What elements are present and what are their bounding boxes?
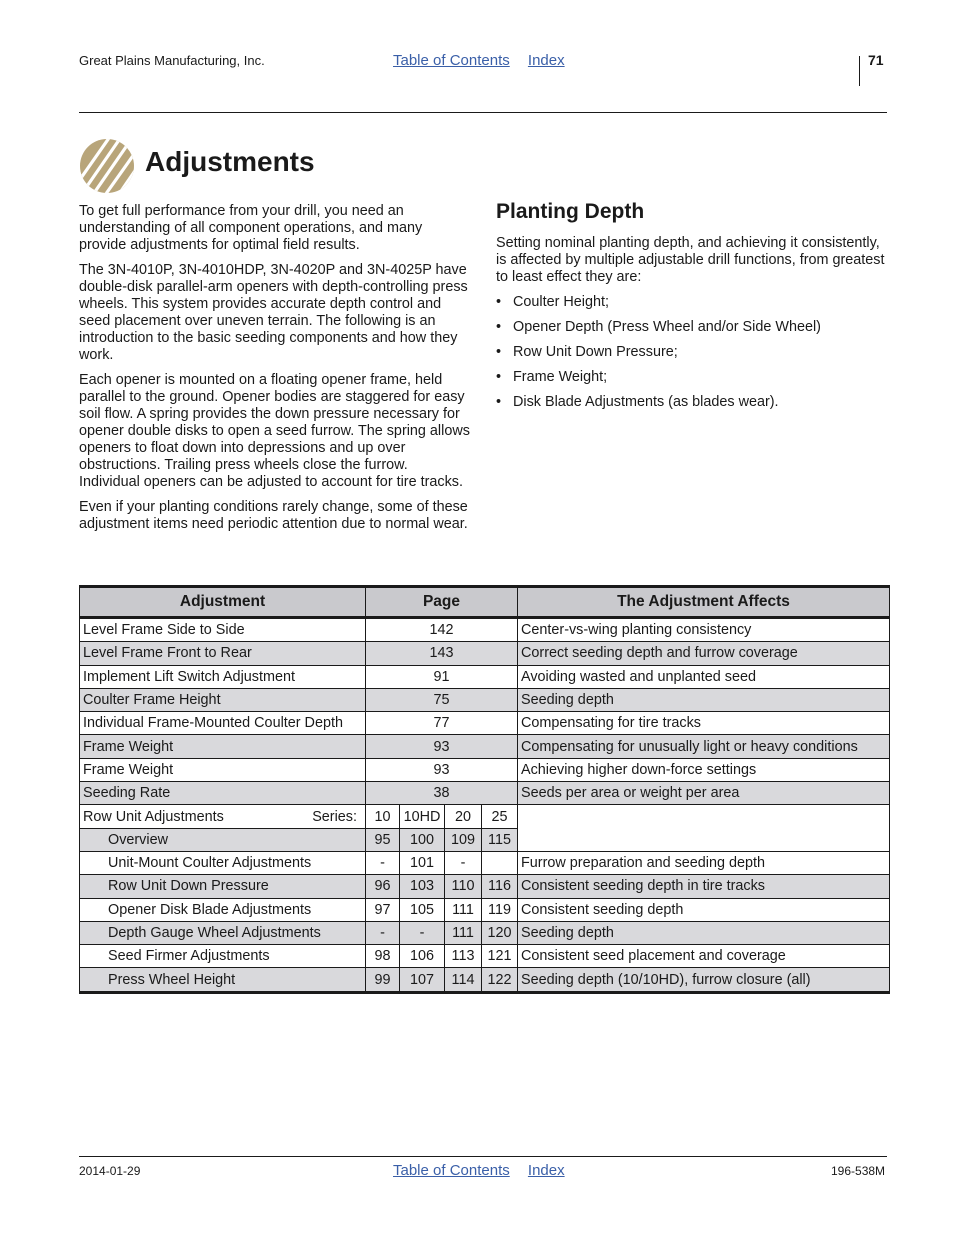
cell-page: 77 [366, 712, 518, 735]
footer-rule [79, 1156, 887, 1157]
cell-adjustment: Depth Gauge Wheel Adjustments [80, 921, 366, 944]
header-divider [859, 56, 860, 86]
cell-page: 98 [366, 945, 400, 968]
table-row [80, 618, 890, 642]
footer-links [393, 1162, 579, 1179]
cell-affects: Consistent seeding depth in tire tracks [518, 875, 890, 898]
cell-page: 113 [445, 945, 482, 968]
intro-paragraph: The 3N-4010P, 3N-4010HDP, 3N-4020P and 3N-4025P have double-disk parallel-arm openers with depth-controlling press wheels. This system provides accurate depth control and seed placement over uneven terrain. The following is an introduction to the basic seeding components and how they work. [79, 262, 468, 363]
row-unit-label: Row Unit Adjustments [83, 808, 224, 825]
series-label: Series: [312, 808, 357, 825]
footer-doc-number: 196-538M [831, 1164, 886, 1178]
adjustments-table [79, 585, 890, 994]
cell-affects: Furrow preparation and seeding depth [518, 851, 890, 874]
cell-page: 109 [445, 828, 482, 851]
intro-paragraph: To get full performance from your drill, you need an understanding of all component operations, and many provide adjustments for optimal field results. [79, 203, 423, 253]
planting-depth-section [496, 199, 888, 419]
table-row [80, 665, 890, 688]
planting-depth-text: Setting nominal planting depth, and achieving it consistently, is affected by multiple adjustable drill functions, from greatest to least effect they are: [496, 235, 885, 285]
table-row [80, 921, 890, 944]
table-row [80, 782, 890, 805]
table-row [80, 898, 890, 921]
list-item: • Row Unit Down Pressure; [496, 344, 888, 361]
cell-page: 105 [400, 898, 445, 921]
cell-affects: Seeding depth [518, 921, 890, 944]
column-header-page: Page [366, 587, 518, 618]
cell-page: 115 [482, 828, 518, 851]
list-item: • Opener Depth (Press Wheel and/or Side Wheel) [496, 319, 888, 336]
cell-adjustment: Row Unit Down Pressure [80, 875, 366, 898]
table-row [80, 851, 890, 874]
cell-page: 121 [482, 945, 518, 968]
cell-page: - [445, 851, 482, 874]
cell-adjustment: Unit-Mount Coulter Adjustments [80, 851, 366, 874]
cell-page: 99 [366, 968, 400, 992]
cell-adjustment: Opener Disk Blade Adjustments [80, 898, 366, 921]
cell-page: 93 [366, 758, 518, 781]
cell-page: 103 [400, 875, 445, 898]
cell-affects: Seeds per area or weight per area [518, 782, 890, 805]
cell-affects: Correct seeding depth and furrow coverage [518, 642, 890, 665]
cell-page: 142 [366, 618, 518, 642]
cell-page: 119 [482, 898, 518, 921]
header-rule [79, 112, 887, 113]
cell-page [482, 851, 518, 874]
table-row [80, 642, 890, 665]
footer-toc-link[interactable]: Table of Contents [393, 1162, 510, 1179]
header-links [393, 52, 579, 69]
series-cell: 10HD [400, 805, 445, 828]
table-row [80, 688, 890, 711]
table-row [80, 758, 890, 781]
cell-affects: Seeding depth (10/10HD), furrow closure (all) [518, 968, 890, 992]
cell-affects: Compensating for unusually light or heavy conditions [518, 735, 890, 758]
table-row [80, 875, 890, 898]
cell-page: - [366, 851, 400, 874]
planting-depth-list [496, 294, 888, 411]
cell-page: 116 [482, 875, 518, 898]
column-header-adjustment: Adjustment [80, 587, 366, 618]
section-logo-icon [79, 138, 135, 194]
table-row [80, 712, 890, 735]
cell-affects: Avoiding wasted and unplanted seed [518, 665, 890, 688]
series-cell: 25 [482, 805, 518, 828]
cell-page: 143 [366, 642, 518, 665]
cell-page: 110 [445, 875, 482, 898]
header-index-link[interactable]: Index [527, 52, 565, 69]
cell-adjustment: Level Frame Front to Rear [80, 642, 366, 665]
cell-page: 38 [366, 782, 518, 805]
table-header-row [80, 587, 890, 618]
cell-adjustment: Level Frame Side to Side [80, 618, 366, 642]
cell-page: 122 [482, 968, 518, 992]
cell-adjustment: Individual Frame-Mounted Coulter Depth [80, 712, 366, 735]
cell-affects [518, 805, 890, 852]
series-cell: 10 [366, 805, 400, 828]
cell-page: 93 [366, 735, 518, 758]
cell-affects: Consistent seed placement and coverage [518, 945, 890, 968]
cell-page: 91 [366, 665, 518, 688]
cell-affects: Achieving higher down-force settings [518, 758, 890, 781]
cell-page: 107 [400, 968, 445, 992]
cell-adjustment: Implement Lift Switch Adjustment [80, 665, 366, 688]
header-toc-link[interactable]: Table of Contents [393, 52, 510, 69]
cell-page: 101 [400, 851, 445, 874]
table-row [80, 735, 890, 758]
cell-page: 97 [366, 898, 400, 921]
cell-page: 75 [366, 688, 518, 711]
list-item: • Frame Weight; [496, 369, 888, 386]
cell-affects: Compensating for tire tracks [518, 712, 890, 735]
cell-affects: Center-vs-wing planting consistency [518, 618, 890, 642]
table-row [80, 968, 890, 992]
header-company: Great Plains Manufacturing, Inc. [79, 53, 265, 68]
cell-adjustment: Frame Weight [80, 735, 366, 758]
cell-affects: Seeding depth [518, 688, 890, 711]
cell-page: - [400, 921, 445, 944]
page-title: Adjustments [145, 146, 315, 177]
intro-paragraph: Each opener is mounted on a floating opener frame, held parallel to the ground. Opener bodies are staggered for easy soil flow. A spring provides the down pressure necessary for opener double disks to open a seed furrow. The spring allows openers to float down into depressions and up over obstructions. Trailing press wheels close the furrow. Individual openers can be adjusted to account for tire tracks. [79, 372, 470, 490]
intro-column [79, 203, 471, 541]
footer-index-link[interactable]: Index [527, 1162, 565, 1179]
table-row [80, 945, 890, 968]
cell-adjustment: Seeding Rate [80, 782, 366, 805]
page-number: 71 [868, 52, 884, 68]
cell-adjustment: Overview [80, 828, 366, 851]
cell-page: 100 [400, 828, 445, 851]
cell-affects: Consistent seeding depth [518, 898, 890, 921]
series-header-row [80, 805, 890, 828]
column-header-affects: The Adjustment Affects [518, 587, 890, 618]
list-item: • Disk Blade Adjustments (as blades wear). [496, 394, 888, 411]
intro-paragraph: Even if your planting conditions rarely change, some of these adjustment items need periodic attention due to normal wear. [79, 499, 468, 532]
cell-page: 106 [400, 945, 445, 968]
cell-adjustment: Frame Weight [80, 758, 366, 781]
series-cell: 20 [445, 805, 482, 828]
cell-adjustment [80, 805, 366, 828]
cell-page: 114 [445, 968, 482, 992]
list-item: • Coulter Height; [496, 294, 888, 311]
cell-adjustment: Press Wheel Height [80, 968, 366, 992]
cell-page: 111 [445, 921, 482, 944]
cell-page: 111 [445, 898, 482, 921]
cell-page: 96 [366, 875, 400, 898]
planting-depth-heading: Planting Depth [496, 200, 645, 223]
cell-page: 120 [482, 921, 518, 944]
cell-adjustment: Seed Firmer Adjustments [80, 945, 366, 968]
footer-date: 2014-01-29 [79, 1164, 141, 1178]
cell-page: 95 [366, 828, 400, 851]
cell-page: - [366, 921, 400, 944]
cell-adjustment: Coulter Frame Height [80, 688, 366, 711]
